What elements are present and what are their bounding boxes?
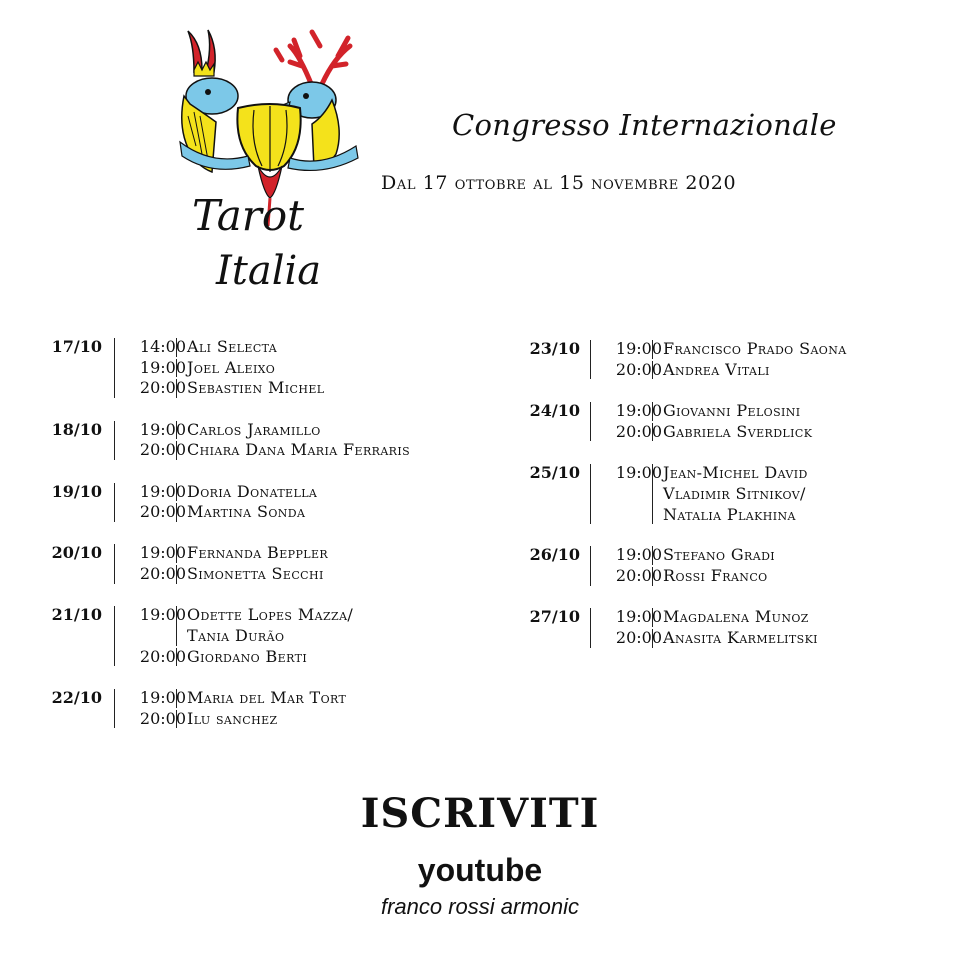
speaker-names xyxy=(663,359,770,380)
day-date: 23/10 xyxy=(529,339,580,358)
speaker-name: Martina Sonda xyxy=(187,502,306,522)
date-time-divider xyxy=(590,464,591,524)
speaker-name: Jean-Michel David xyxy=(663,462,808,482)
speaker-names xyxy=(187,439,410,460)
speaker-names xyxy=(187,377,324,398)
speaker-names xyxy=(663,627,818,648)
speaker-name: Chiara Dana Maria Ferraris xyxy=(187,440,411,460)
speaker-name: Giordano Berti xyxy=(187,646,308,666)
speaker-name: Andrea Vitali xyxy=(663,359,770,379)
time-name-divider xyxy=(652,361,653,380)
time-name-divider xyxy=(176,441,177,460)
speaker-names xyxy=(187,687,346,708)
speaker-names xyxy=(187,419,321,440)
speaker-name: Gabriela Sverdlick xyxy=(663,421,813,441)
date-time-divider xyxy=(590,608,591,647)
speaker-name: Sebastien Michel xyxy=(187,378,325,398)
date-time-divider xyxy=(114,544,115,583)
speaker-name: Stefano Gradi xyxy=(663,545,776,565)
slot-time: 19:00 xyxy=(615,545,662,565)
slot-time: 19:00 xyxy=(139,605,186,625)
day-date: 21/10 xyxy=(51,605,102,625)
slot-time: 20:00 xyxy=(139,564,186,584)
slot-time: 20:00 xyxy=(615,566,662,586)
slot-time: 20:00 xyxy=(139,646,186,666)
congress-title: Congresso Internazionale xyxy=(452,108,837,142)
speaker-names xyxy=(187,604,353,646)
date-time-divider xyxy=(590,340,591,379)
speaker-name: Simonetta Secchi xyxy=(187,564,324,584)
subscribe-heading: ISCRIVITI xyxy=(360,790,600,837)
speaker-names xyxy=(187,336,277,357)
tarot-italia-logo xyxy=(172,26,368,301)
speaker-names xyxy=(187,501,305,522)
slot-time: 19:00 xyxy=(139,419,186,439)
slot-time: 20:00 xyxy=(615,421,662,441)
speaker-names xyxy=(663,421,812,442)
date-time-divider xyxy=(114,338,115,398)
time-name-divider xyxy=(652,464,653,524)
speaker-names xyxy=(663,462,808,525)
time-name-divider xyxy=(176,503,177,522)
date-time-divider xyxy=(590,402,591,441)
speaker-name: Joel Aleixo xyxy=(187,357,276,377)
speaker-names xyxy=(663,338,847,359)
slot-time: 19:00 xyxy=(615,607,662,627)
speaker-name: Ilu sanchez xyxy=(187,708,278,728)
time-name-divider xyxy=(652,629,653,648)
time-name-divider xyxy=(176,483,177,502)
slot-time: 19:00 xyxy=(615,339,662,358)
slot-time: 20:00 xyxy=(139,378,186,398)
day-date: 17/10 xyxy=(51,337,102,356)
time-name-divider xyxy=(652,567,653,586)
date-range: Dal 17 ottobre al 15 novembre 2020 xyxy=(381,172,737,194)
speaker-name: Odette Lopes Mazza/ xyxy=(187,605,354,625)
time-name-divider xyxy=(176,689,177,708)
day-date: 24/10 xyxy=(529,400,580,420)
date-time-divider xyxy=(590,546,591,585)
time-name-divider xyxy=(176,359,177,378)
time-name-divider xyxy=(652,546,653,565)
day-date: 27/10 xyxy=(529,607,580,627)
speaker-name: Carlos Jaramillo xyxy=(187,419,321,439)
speaker-name: Doria Donatella xyxy=(187,481,318,501)
speaker-name: Rossi Franco xyxy=(663,566,768,586)
slot-time: 20:00 xyxy=(615,359,662,379)
logo-text-italia: Italia xyxy=(216,248,322,294)
slot-time: 19:00 xyxy=(139,687,186,707)
time-name-divider xyxy=(176,338,177,357)
slot-time: 19:00 xyxy=(615,462,662,482)
time-name-divider xyxy=(176,544,177,563)
date-time-divider xyxy=(114,689,115,728)
date-time-divider xyxy=(114,606,115,666)
day-date: 22/10 xyxy=(51,687,102,707)
speaker-names xyxy=(663,544,775,565)
time-name-divider xyxy=(176,565,177,584)
slot-time: 19:00 xyxy=(615,400,662,420)
speaker-name: Francisco Prado Saona xyxy=(663,339,847,358)
speaker-names xyxy=(187,542,328,563)
slot-time: 19:00 xyxy=(139,481,186,501)
time-name-divider xyxy=(176,606,177,645)
speaker-names xyxy=(663,606,809,627)
logo-text-tarot: Tarot xyxy=(192,191,305,240)
time-name-divider xyxy=(176,648,177,667)
channel-name: franco rossi armonic xyxy=(380,894,580,919)
time-name-divider xyxy=(176,710,177,729)
slot-time: 19:00 xyxy=(139,543,186,563)
speaker-name: Fernanda Beppler xyxy=(187,543,329,563)
speaker-names xyxy=(187,481,317,502)
speaker-names xyxy=(187,708,278,729)
day-date: 26/10 xyxy=(529,545,580,565)
slot-time: 19:00 xyxy=(139,357,186,377)
speaker-name: Maria del Mar Tort xyxy=(187,687,347,707)
slot-time: 14:00 xyxy=(139,337,186,356)
speaker-name: Magdalena Munoz xyxy=(663,607,809,627)
speaker-name: Anasita Karmelitski xyxy=(663,627,818,647)
time-name-divider xyxy=(176,379,177,398)
day-date: 25/10 xyxy=(529,462,580,482)
slot-time: 20:00 xyxy=(139,502,186,522)
slot-time: 20:00 xyxy=(139,440,186,460)
day-date: 20/10 xyxy=(51,543,102,563)
time-name-divider xyxy=(652,423,653,442)
speaker-names xyxy=(187,646,307,667)
speaker-name: Natalia Plakhina xyxy=(663,504,796,524)
date-time-divider xyxy=(114,421,115,460)
speaker-names xyxy=(187,357,275,378)
time-name-divider xyxy=(176,421,177,440)
day-date: 19/10 xyxy=(51,481,102,501)
time-name-divider xyxy=(652,608,653,627)
slot-time: 20:00 xyxy=(615,627,662,647)
speaker-names xyxy=(187,563,324,584)
speaker-name: Tania Durão xyxy=(187,626,285,646)
time-name-divider xyxy=(652,402,653,421)
speaker-name: Giovanni Pelosini xyxy=(663,400,801,420)
speaker-names xyxy=(663,565,768,586)
slot-time: 20:00 xyxy=(139,708,186,728)
time-name-divider xyxy=(652,340,653,359)
platform-name: youtube xyxy=(417,852,543,888)
day-date: 18/10 xyxy=(51,419,102,439)
speaker-name: Vladimir Sitnikov/ xyxy=(663,483,806,503)
date-time-divider xyxy=(114,483,115,522)
speaker-name: Ali Selecta xyxy=(187,337,278,356)
antlers xyxy=(276,32,350,86)
speaker-names xyxy=(663,400,801,421)
